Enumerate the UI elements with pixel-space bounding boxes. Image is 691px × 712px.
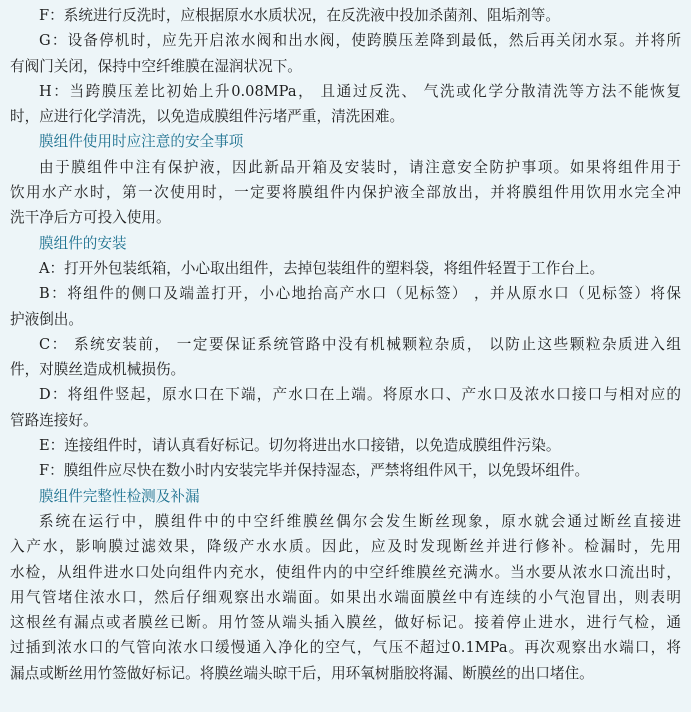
- operation-notes: [10, 3, 681, 129]
- text-line: D：将组件竖起，原水口在下端，产水口在上端。将原水口、产水口及浓水口接口与相对应的: [39, 386, 681, 404]
- section-heading: 膜组件使用时应注意的安全事项: [39, 133, 244, 151]
- text-line: 过插到浓水口的气管向浓水口缓慢通入净化的空气，气压不超过0.1MPa。再次观察出水端口，将: [10, 639, 681, 657]
- section-installation: [10, 231, 681, 484]
- section-integrity-check: [10, 484, 681, 686]
- text-line: G：设备停机时，应先开启浓水阀和出水阀，使跨膜压差降到最低，然后再关闭水泵。并将所: [39, 32, 681, 50]
- paragraph-install-a: [10, 256, 681, 281]
- paragraph-install-d: [10, 382, 681, 433]
- text-line: 用气管堵住浓水口，然后仔细观察出水端面。如果出水端面膜丝中有连续的小气泡冒出，则表明: [10, 588, 681, 606]
- text-line: 护液倒出。: [10, 310, 83, 328]
- paragraph-safety: [10, 155, 681, 231]
- text-line: 饮用水产水时，第一次使用时，一定要将膜组件内保护液全部放出，并将膜组件用饮用水完全冲: [10, 184, 681, 202]
- text-line: 由于膜组件中注有保护液，因此新品开箱及安装时，请注意安全防护事项。如果将组件用于: [39, 158, 681, 176]
- paragraph-g-shutdown: [10, 28, 681, 79]
- text-line: B：将组件的侧口及端盖打开，小心地抬高产水口（见标签） ，并从原水口（见标签）将保: [39, 285, 681, 303]
- text-line: 时，应进行化学清洗，以免造成膜组件污堵严重，清洗困难。: [10, 108, 405, 126]
- text-line: 入产水，影响膜过滤效果，降级产水水质。因此，应及时发现断丝并进行修补。检漏时，先用: [10, 538, 681, 556]
- text-line: 件，对膜丝造成机械损伤。: [10, 361, 186, 379]
- paragraph-h-chemical-cleaning: [10, 79, 681, 130]
- text-line: A：打开外包装纸箱，小心取出组件，去掉包装组件的塑料袋，将组件轻置于工作台上。: [39, 259, 605, 277]
- text-line: 漏点或断丝用竹签做好标记。将膜丝端头晾干后，用环氧树脂胶将漏、断膜丝的出口堵住。: [10, 664, 594, 682]
- paragraph-f-backwash: [10, 3, 681, 28]
- text-line: E：连接组件时，请认真看好标记。切勿将进出水口接错，以免造成膜组件污染。: [39, 437, 561, 455]
- text-line: F：系统进行反洗时，应根据原水水质状况，在反洗液中投加杀菌剂、阻垢剂等。: [39, 7, 560, 24]
- text-line: C： 系统安装前， 一定要保证系统管路中没有机械颗粒杂质， 以防止这些颗粒杂质进入组: [39, 335, 681, 353]
- text-line: H：当跨膜压差比初始上升0.08MPa， 且通过反洗、 气洗或化学分散清洗等方法不能恢复: [39, 82, 681, 100]
- text-line: 水检，从组件进水口处向组件内充水，使组件内的中空纤维膜丝充满水。当水要从浓水口流出时，: [10, 563, 681, 581]
- paragraph-install-b: [10, 281, 681, 332]
- text-line: 洗干净后方可投入使用。: [10, 209, 171, 227]
- text-line: 系统在运行中，膜组件中的中空纤维膜丝偶尔会发生断丝现象，原水就会通过断丝直接进: [39, 512, 681, 530]
- paragraph-install-c: [10, 332, 681, 383]
- paragraph-install-f: [10, 458, 681, 483]
- section-heading: 膜组件完整性检测及补漏: [39, 487, 200, 505]
- text-line: 这根丝有漏点或者膜丝已断。用竹签从端头插入膜丝，做好标记。接着停止进水，进行气检，通: [10, 614, 681, 632]
- text-line: 管路连接好。: [10, 411, 98, 429]
- text-line: 有阀门关闭，保持中空纤维膜在湿润状况下。: [10, 57, 302, 75]
- section-safety: [10, 129, 681, 230]
- paragraph-install-e: [10, 433, 681, 458]
- section-heading: 膜组件的安装: [39, 234, 127, 252]
- text-line: F：膜组件应尽快在数小时内安装完毕并保持湿态，严禁将组件风干，以免毁坏组件。: [39, 462, 590, 480]
- paragraph-integrity: [10, 509, 681, 686]
